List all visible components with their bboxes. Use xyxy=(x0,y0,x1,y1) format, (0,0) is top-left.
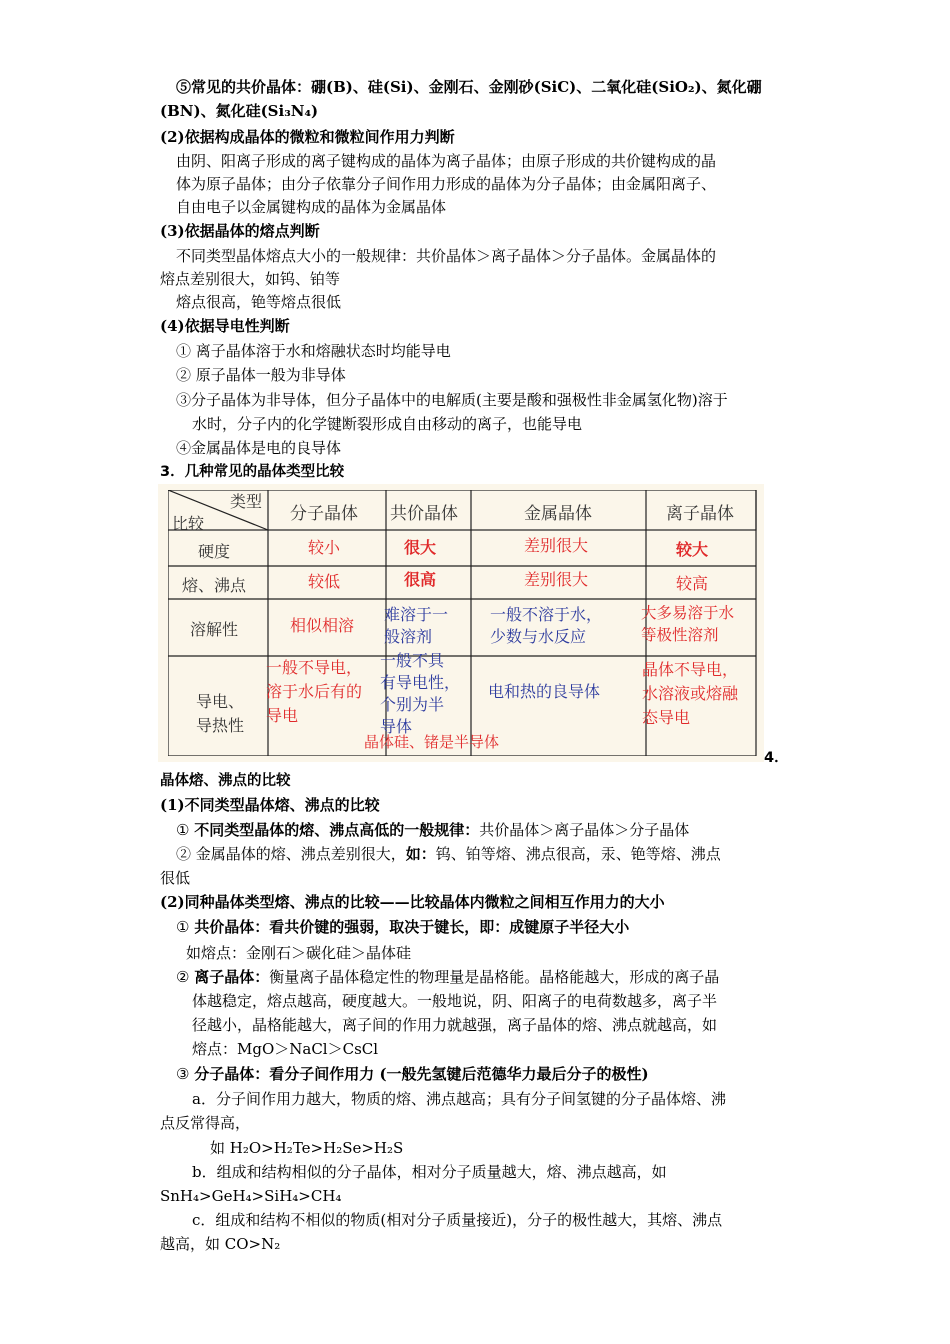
row-label-hardness: 硬度 xyxy=(198,542,231,561)
crystal-comparison-table xyxy=(158,484,764,762)
cell-melting-ionic: 较高 xyxy=(676,574,709,593)
particles-paragraph-line2: 体为原子晶体；由分子依靠分子间作用力形成的晶体为分子晶体；由金属阳离子、 xyxy=(176,175,717,193)
molecular-rule-text: 分子晶体：看分子间作用力 (一般先氢键后范德华力最后分子的极性) xyxy=(194,1065,649,1083)
table-corner-compare: 比较 xyxy=(172,514,205,533)
section-4-title: 晶体熔、沸点的比较 xyxy=(160,773,291,789)
cell-solubility-ionic: 大多易溶于水 等极性溶剂 xyxy=(641,604,735,644)
cell-hardness-ionic: 较大 xyxy=(676,540,709,559)
row-label-melting-boiling: 熔、沸点 xyxy=(182,576,247,595)
heading-different-types: (1)不同类型晶体熔、沸点的比较 xyxy=(160,796,380,814)
molecular-b-line2: SnH₄>GeH₄>SiH₄>CH₄ xyxy=(160,1187,342,1205)
melting-paragraph-line2: 熔点差别很大，如钨、铂等 xyxy=(160,270,341,288)
item-num-ionic: ② xyxy=(176,968,190,986)
cell-melting-covalent: 很高 xyxy=(404,570,437,589)
particles-paragraph-line3: 自由电子以金属键构成的晶体为金属晶体 xyxy=(176,198,447,216)
conductivity-item-3-line1: ③分子晶体为非导体，但分子晶体中的电解质(主要是酸和强极性非金属氢化物)溶于 xyxy=(176,391,728,409)
item-num-covalent: ① xyxy=(176,918,190,936)
covalent-crystal-examples-line1: ⑤常见的共价晶体：硼(B)、硅(Si)、金刚石、金刚砂(SiC)、二氧化硅(SiO₂)、氮化硼 xyxy=(176,78,762,96)
rule-value: 共价晶体＞离子晶体＞分子晶体 xyxy=(479,821,690,839)
cell-conductivity-covalent: 一般不具 有导电性， 个别为半 导体 xyxy=(380,651,461,736)
molecular-b-line1: b．组成和结构相似的分子晶体，相对分子质量越大，熔、沸点越高，如 xyxy=(192,1163,667,1181)
molecular-a-line1: a．分子间作用力越大，物质的熔、沸点越高；具有分子间氢键的分子晶体熔、沸 xyxy=(192,1090,726,1108)
ionic-rule-line4: 熔点：MgO＞NaCl＞CsCl xyxy=(192,1040,379,1058)
molecular-c-line1: c．组成和结构不相似的物质(相对分子质量接近)，分子的极性越大，其熔、沸点 xyxy=(192,1211,723,1229)
rule-label: 不同类型晶体的熔、沸点高低的一般规律： xyxy=(194,821,480,839)
ionic-rule-text: 衡量离子晶体稳定性的物理量是晶格能。晶格能越大，形成的离子晶 xyxy=(269,968,720,986)
cell-melting-molecular: 较低 xyxy=(308,572,341,591)
covalent-crystal-examples-line2: (BN)、氮化硅(Si₃N₄) xyxy=(160,102,319,120)
header-covalent-crystal: 共价晶体 xyxy=(390,504,458,524)
conductivity-item-4: ④金属晶体是电的良导体 xyxy=(176,439,342,457)
melting-paragraph-line3: 熔点很高，铯等熔点很低 xyxy=(176,293,342,311)
cell-conductivity-molecular: 一般不导电， 溶于水后有的 导电 xyxy=(266,658,363,725)
header-metallic-crystal: 金属晶体 xyxy=(524,504,592,524)
item-num-1: ① xyxy=(176,821,190,839)
conductivity-item-3-line2: 水时，分子内的化学键断裂形成自由移动的离子，也能导电 xyxy=(192,415,583,433)
molecular-c-line2: 越高，如 CO>N₂ xyxy=(160,1235,281,1253)
table-corner-type: 类型 xyxy=(230,492,263,511)
cell-hardness-covalent: 很大 xyxy=(404,538,437,557)
molecular-rule xyxy=(176,1063,649,1085)
header-molecular-crystal: 分子晶体 xyxy=(290,504,358,524)
cell-solubility-metallic: 一般不溶于水， 少数与水反应 xyxy=(490,605,603,646)
molecular-a-line2: 点反常得高， xyxy=(160,1114,251,1132)
section-4-number: 4． xyxy=(764,750,789,766)
metal-crystal-text-b: 钨、铂等熔、沸点很高，汞、铯等熔、沸点 xyxy=(435,845,721,863)
ionic-rule-line3: 径越小，晶格能越大，离子间的作用力就越强，离子晶体的熔、沸点就越高，如 xyxy=(192,1016,718,1034)
heading-conductivity-judgement: (4)依据导电性判断 xyxy=(160,317,290,335)
row-label-conductivity: 导电、 导热性 xyxy=(196,692,245,735)
covalent-rule-text: 共价晶体：看共价键的强弱，取决于键长，即：成键原子半径大小 xyxy=(194,918,630,936)
conductivity-item-1: ① 离子晶体溶于水和熔融状态时均能导电 xyxy=(176,342,451,360)
ionic-rule-line2: 体越稳定，熔点越高，硬度越大。一般地说，阴、阳离子的电荷数越多，离子半 xyxy=(192,992,718,1010)
row-label-solubility: 溶解性 xyxy=(190,620,239,639)
metal-crystal-line2: 很低 xyxy=(160,869,191,887)
cell-solubility-molecular: 相似相溶 xyxy=(290,616,355,635)
heading-same-type: (2)同种晶体类型熔、沸点的比较——比较晶体内微粒之间相互作用力的大小 xyxy=(160,893,665,911)
cell-hardness-metallic: 差别很大 xyxy=(524,536,589,555)
heading-particles-judgement: (2)依据构成晶体的微粒和微粒间作用力判断 xyxy=(160,128,455,146)
covalent-example: 如熔点：金刚石＞碳化硅＞晶体硅 xyxy=(186,944,412,962)
cell-melting-metallic: 差别很大 xyxy=(524,570,589,589)
ionic-rule-label: 离子晶体： xyxy=(194,968,270,986)
metal-crystal-ru: 如： xyxy=(405,845,436,863)
cell-conductivity-metallic: 电和热的良导体 xyxy=(488,682,601,701)
metal-crystal-line1 xyxy=(176,843,721,865)
cell-conductivity-ionic: 晶体不导电， 水溶液或熔融 态导电 xyxy=(642,660,739,727)
molecular-a-example: 如 H₂O>H₂Te>H₂Se>H₂S xyxy=(210,1139,404,1157)
ionic-rule-line1 xyxy=(176,966,719,988)
particles-paragraph-line1: 由阴、阳离子形成的离子键构成的晶体为离子晶体；由原子形成的共价键构成的晶 xyxy=(176,152,717,170)
rule-different-types xyxy=(176,819,689,841)
melting-paragraph-line1: 不同类型晶体熔点大小的一般规律：共价晶体＞离子晶体＞分子晶体。金属晶体的 xyxy=(176,247,717,265)
covalent-rule xyxy=(176,916,629,938)
metal-crystal-text-a: ② 金属晶体的熔、沸点差别很大， xyxy=(176,845,406,863)
conductivity-item-2: ② 原子晶体一般为非导体 xyxy=(176,366,346,384)
heading-melting-point-judgement: (3)依据晶体的熔点判断 xyxy=(160,222,320,240)
section-3-title: 3．几种常见的晶体类型比较 xyxy=(160,464,345,480)
item-num-molecular: ③ xyxy=(176,1065,190,1083)
cell-hardness-molecular: 较小 xyxy=(308,538,341,557)
header-ionic-crystal: 离子晶体 xyxy=(666,504,734,524)
table-note-semiconductor: 晶体硅、锗是半导体 xyxy=(364,733,500,751)
cell-solubility-covalent: 难溶于一 般溶剂 xyxy=(384,605,449,646)
